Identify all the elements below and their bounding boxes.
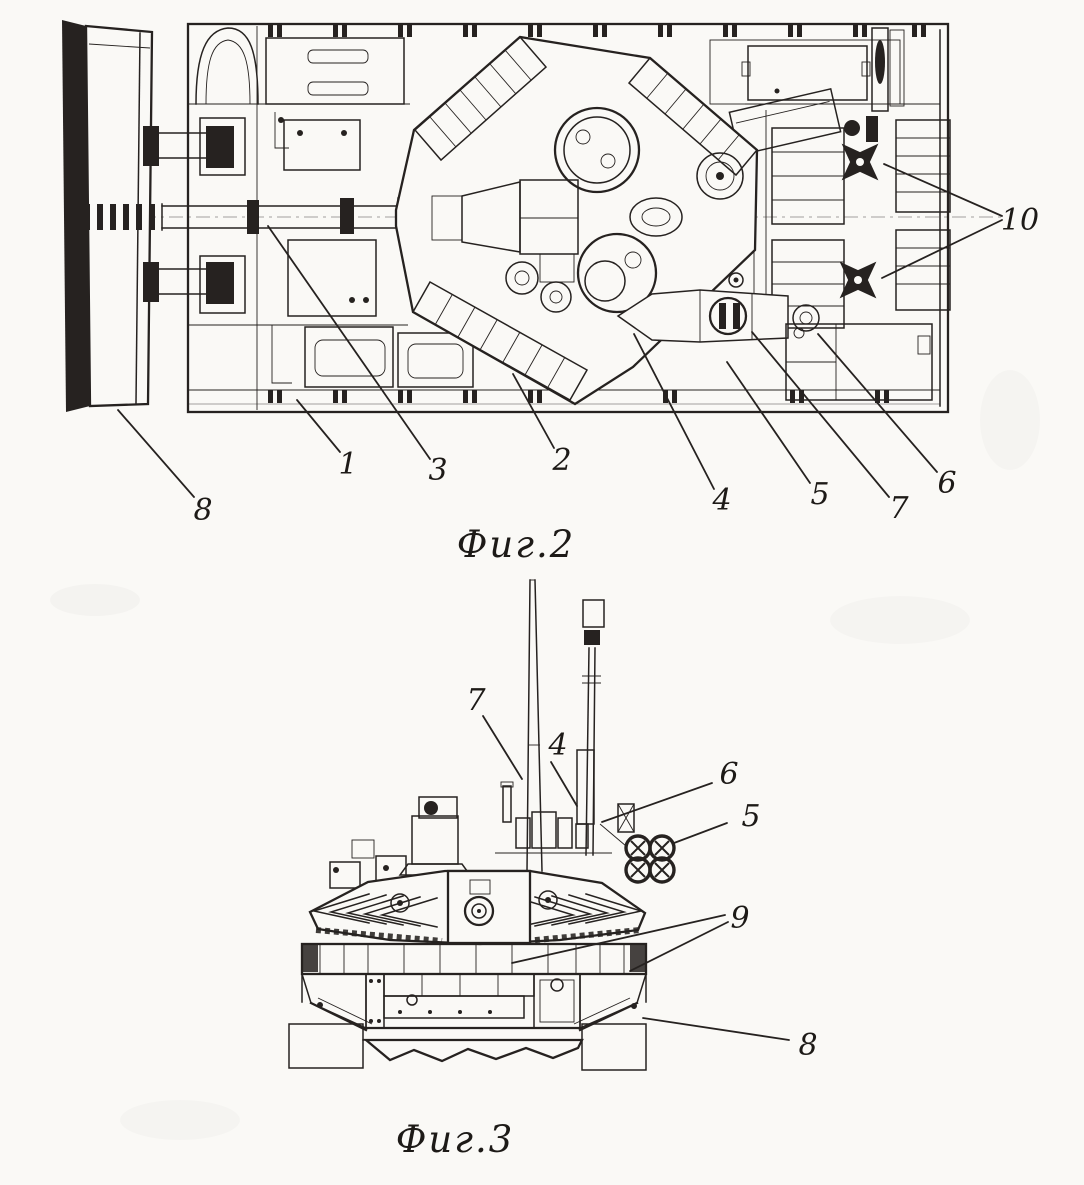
- push-arms: [143, 118, 245, 313]
- paper-noise: [50, 370, 1040, 1140]
- fan-star-icon: [823, 125, 897, 199]
- figure2-top-view: [62, 20, 1039, 566]
- callout-label-10: 10: [1000, 203, 1040, 238]
- callout-label-6: 6: [937, 466, 957, 501]
- mast-antenna: [577, 600, 604, 855]
- turret-top-view: [396, 37, 757, 404]
- figure2-caption: Фиг.2: [456, 523, 576, 566]
- gun-mantlet: [448, 871, 530, 943]
- callout-label-9: 9: [730, 901, 750, 936]
- callout-label-4: 4: [712, 483, 732, 518]
- blade-teeth: [366, 1040, 582, 1061]
- callout-label-7: 7: [889, 491, 909, 526]
- track-clamp-ticks-top: [268, 24, 926, 37]
- callout-label-7: 7: [466, 683, 486, 718]
- driver-hood: [196, 28, 258, 104]
- callout-label-5: 5: [741, 799, 761, 834]
- callout-label-1: 1: [338, 447, 358, 482]
- smoke-grenade-launchers: [600, 804, 674, 882]
- callout-label-4: 4: [548, 728, 568, 763]
- callout-label-2: 2: [552, 443, 572, 478]
- figure3-caption: Фиг.3: [395, 1118, 515, 1161]
- dozer-blade-front: [311, 998, 637, 1061]
- callout-label-8: 8: [798, 1028, 818, 1063]
- rear-gun-pod: [618, 290, 819, 342]
- figure3-front-view: [289, 580, 818, 1161]
- callout-label-8: 8: [193, 493, 213, 528]
- callout-label-5: 5: [810, 477, 830, 512]
- callout-label-6: 6: [719, 757, 739, 792]
- callout-label-3: 3: [428, 453, 448, 488]
- rear-box: [786, 324, 932, 400]
